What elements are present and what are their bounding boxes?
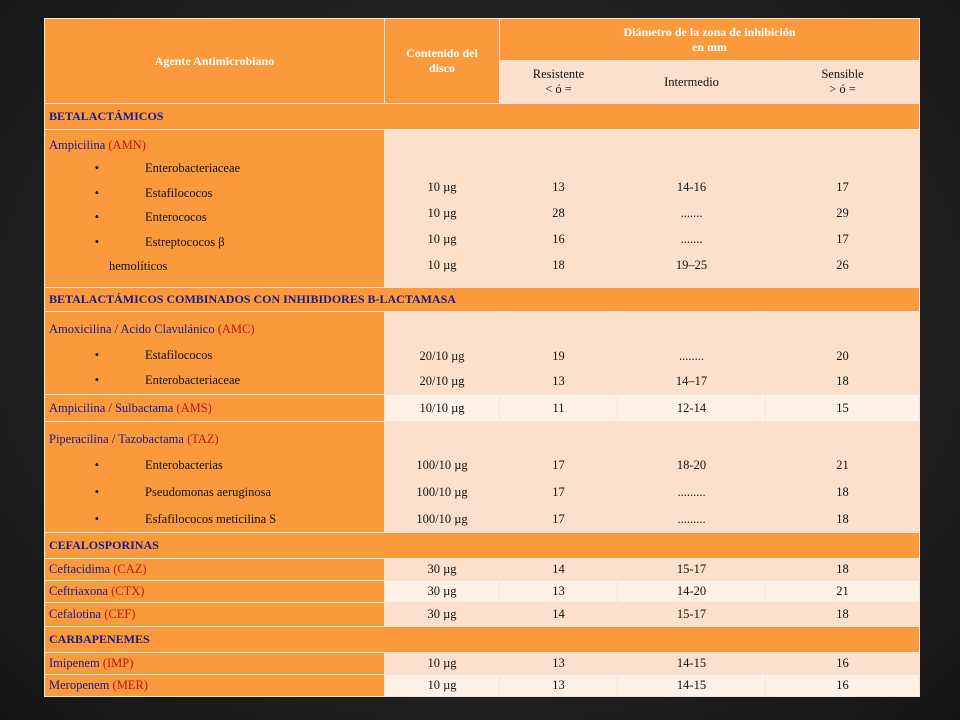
meropenem-agent: Meropenem (MER) [45, 675, 385, 697]
piperacilina-agent: Piperacilina / Tazobactama (TAZ) • Enterobacterias • Pseudomonas aeruginosa • Esfafilococos meticilina S [45, 422, 385, 533]
meropenem-sensitive: 16 [766, 675, 920, 697]
piperacilina-sensitive: 21 18 18 [766, 422, 920, 533]
ampsulb-intermediate: 12-14 [618, 395, 766, 422]
ampicilina-agent: Ampicilina (AMN) • Enterobacteriaceae • Estafilococos • Enterococos • Estreptococos β hemolíticos [45, 130, 385, 288]
ceftacidima-intermediate: 15-17 [618, 559, 766, 581]
cefalotina-intermediate: 15-17 [618, 603, 766, 627]
header-disk: Contenido del disco [385, 19, 500, 104]
ceftacidima-agent: Ceftacidima (CAZ) [45, 559, 385, 581]
piperacilina-resistant: 17 17 17 [500, 422, 618, 533]
amoxicilina-intermediate: ........ 14–17 [618, 312, 766, 395]
ampicilina-item: Estreptococos β [145, 234, 225, 249]
piperacilina-item: Pseudomonas aeruginosa [145, 484, 272, 499]
header-resistant: Resistente < ó = [500, 61, 618, 104]
imipenem-resistant: 13 [500, 653, 618, 675]
header-diameter: Diámetro de la zona de inhibición en mm [500, 19, 920, 61]
amoxicilina-sensitive: 20 18 [766, 312, 920, 395]
ceftacidima-resistant: 14 [500, 559, 618, 581]
ampicilina-item-tail: hemolíticos [109, 259, 168, 273]
imipenem-disk: 10 µg [385, 653, 500, 675]
piperacilina-item: Enterobacterias [145, 457, 223, 472]
ampicilina-item: Enterococos [145, 210, 207, 224]
susceptibility-table [44, 18, 920, 697]
ampicilina-disk: 10 µg 10 µg 10 µg 10 µg [385, 130, 500, 288]
meropenem-resistant: 13 [500, 675, 618, 697]
ampicilina-sensitive: 17 29 17 26 [766, 130, 920, 288]
section-cefalosporinas: CEFALOSPORINAS [45, 533, 920, 559]
ceftacidima-sensitive: 18 [766, 559, 920, 581]
cefalotina-sensitive: 18 [766, 603, 920, 627]
header-intermediate: Intermedio [618, 61, 766, 104]
amoxicilina-disk: 20/10 µg 20/10 µg [385, 312, 500, 395]
piperacilina-disk: 100/10 µg 100/10 µg 100/10 µg [385, 422, 500, 533]
amoxicilina-item: Estafilococos [145, 347, 213, 362]
ampsulb-resistant: 11 [500, 395, 618, 422]
piperacilina-intermediate: 18-20 ......... ......... [618, 422, 766, 533]
ampsulb-sensitive: 15 [766, 395, 920, 422]
ampsulb-agent: Ampicilina / Sulbactama (AMS) [45, 395, 385, 422]
ampicilina-intermediate: 14-16 ....... ....... 19–25 [618, 130, 766, 288]
header-agent: Agente Antimicrobiano [45, 19, 385, 104]
amoxicilina-resistant: 19 13 [500, 312, 618, 395]
ceftriaxona-disk: 30 µg [385, 581, 500, 603]
section-carbapenemes: CARBAPENEMES [45, 627, 920, 653]
ampicilina-item: Enterobacteriaceae [145, 161, 241, 175]
cefalotina-resistant: 14 [500, 603, 618, 627]
imipenem-agent: Imipenem (IMP) [45, 653, 385, 675]
ceftriaxona-agent: Ceftriaxona (CTX) [45, 581, 385, 603]
ceftriaxona-resistant: 13 [500, 581, 618, 603]
meropenem-disk: 10 µg [385, 675, 500, 697]
imipenem-intermediate: 14-15 [618, 653, 766, 675]
piperacilina-item: Esfafilococos meticilina S [145, 511, 277, 526]
cefalotina-disk: 30 µg [385, 603, 500, 627]
header-sensitive: Sensible > ó = [766, 61, 920, 104]
imipenem-sensitive: 16 [766, 653, 920, 675]
ampsulb-disk: 10/10 µg [385, 395, 500, 422]
section-combinados: BETALACTÁMICOS COMBINADOS CON INHIBIDORES B-LACTAMASA [45, 288, 920, 312]
amoxicilina-item: Enterobacteriaceae [145, 372, 241, 387]
ceftriaxona-intermediate: 14-20 [618, 581, 766, 603]
ceftriaxona-sensitive: 21 [766, 581, 920, 603]
ceftacidima-disk: 30 µg [385, 559, 500, 581]
ampicilina-item: Estafilococos [145, 185, 213, 200]
cefalotina-agent: Cefalotina (CEF) [45, 603, 385, 627]
section-betalactamicos: BETALACTÁMICOS [45, 104, 920, 130]
amoxicilina-agent: Amoxicilina / Acido Clavulánico (AMC) • Estafilococos • Enterobacteriaceae [45, 312, 385, 395]
meropenem-intermediate: 14-15 [618, 675, 766, 697]
ampicilina-resistant: 13 28 16 18 [500, 130, 618, 288]
